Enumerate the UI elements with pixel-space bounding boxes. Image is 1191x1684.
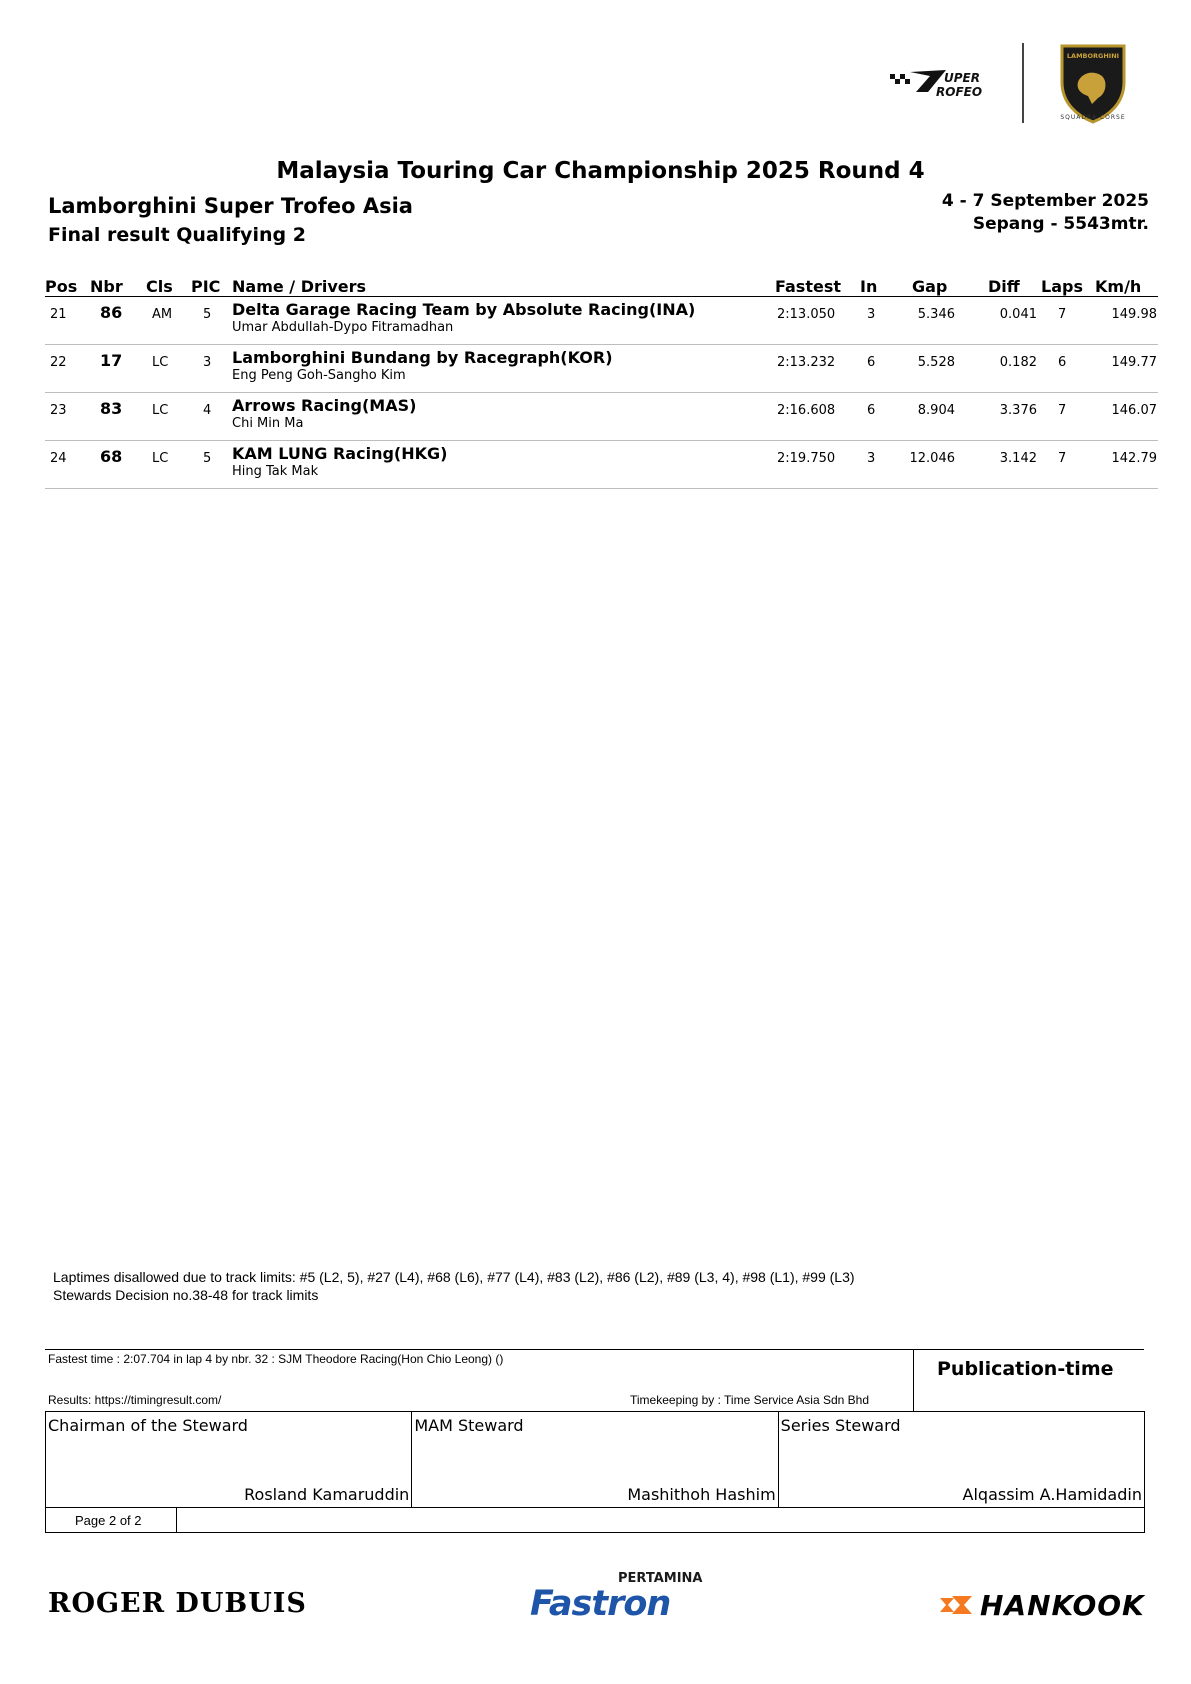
session-title: Final result Qualifying 2 bbox=[48, 224, 306, 246]
cell-pic: 5 bbox=[203, 307, 212, 322]
timekeeping-credit: Timekeeping by : Time Service Asia Sdn Bhd bbox=[630, 1393, 870, 1407]
cell-in: 6 bbox=[867, 403, 876, 418]
cell-cls: LC bbox=[152, 355, 169, 370]
cell-kmh: 149.77 bbox=[1111, 355, 1157, 370]
results-url: Results: https://timingresult.com/ bbox=[48, 1393, 222, 1407]
cell-in: 3 bbox=[867, 307, 876, 322]
col-header-in: In bbox=[860, 277, 878, 296]
cell-nbr: 68 bbox=[100, 447, 123, 466]
page-number-box bbox=[45, 1507, 1145, 1533]
cell-drivers: Umar Abdullah-Dypo Fitramadhan bbox=[232, 320, 454, 335]
cell-pos: 23 bbox=[50, 403, 67, 418]
cell-diff: 0.182 bbox=[999, 355, 1037, 370]
svg-text:LAMBORGHINI: LAMBORGHINI bbox=[1066, 52, 1120, 60]
cell-cls: AM bbox=[152, 307, 173, 322]
cell-team: Arrows Racing(MAS) bbox=[232, 396, 417, 415]
col-header-name: Name / Drivers bbox=[232, 277, 367, 296]
hankook-logo: HANKOOK bbox=[980, 1589, 1145, 1622]
table-row bbox=[45, 297, 1158, 345]
notes-line-2: Stewards Decision no.38-48 for track limits bbox=[53, 1287, 319, 1303]
cell-diff: 0.041 bbox=[999, 307, 1037, 322]
cell-kmh: 146.07 bbox=[1111, 403, 1157, 418]
col-header-gap: Gap bbox=[912, 277, 948, 296]
svg-text:UPER: UPER bbox=[944, 71, 980, 85]
col-header-fastest: Fastest bbox=[775, 277, 841, 296]
fastron-logo: Fastron bbox=[530, 1584, 671, 1624]
col-header-nbr: Nbr bbox=[90, 277, 123, 296]
col-header-kmh: Km/h bbox=[1095, 277, 1142, 296]
publication-time-label: Publication-time bbox=[937, 1358, 1114, 1380]
steward-name: Alqassim A.Hamidadin bbox=[962, 1485, 1142, 1504]
super-trofeo-logo bbox=[888, 62, 998, 102]
cell-drivers: Chi Min Ma bbox=[232, 416, 304, 431]
cell-pos: 24 bbox=[50, 451, 67, 466]
cell-fastest: 2:13.050 bbox=[777, 307, 836, 322]
page-number: Page 2 of 2 bbox=[75, 1513, 142, 1528]
steward-role: MAM Steward bbox=[414, 1416, 524, 1435]
table-row bbox=[45, 441, 1158, 489]
cell-gap: 12.046 bbox=[909, 451, 955, 466]
cell-team: Delta Garage Racing Team by Absolute Racing(INA) bbox=[232, 300, 696, 319]
steward-name: Mashithoh Hashim bbox=[627, 1485, 776, 1504]
event-venue: Sepang - 5543mtr. bbox=[972, 214, 1149, 234]
steward-role: Chairman of the Steward bbox=[48, 1416, 248, 1435]
cell-team: KAM LUNG Racing(HKG) bbox=[232, 444, 448, 463]
cell-nbr: 83 bbox=[100, 399, 123, 418]
cell-pos: 22 bbox=[50, 355, 67, 370]
notes-line-1: Laptimes disallowed due to track limits: #5 (L2, 5), #27 (L4), #68 (L6), #77 (L4), #83 (L2), #86 (L2), #89 (L3, 4), #98 (L1), #99 (L3) bbox=[53, 1269, 855, 1285]
series-title: Lamborghini Super Trofeo Asia bbox=[48, 194, 413, 218]
results-table bbox=[45, 276, 1158, 489]
cell-in: 6 bbox=[867, 355, 876, 370]
cell-diff: 3.376 bbox=[999, 403, 1037, 418]
cell-pic: 5 bbox=[203, 451, 212, 466]
cell-team: Lamborghini Bundang by Racegraph(KOR) bbox=[232, 348, 613, 367]
cell-fastest: 2:16.608 bbox=[777, 403, 836, 418]
event-dates: 4 - 7 September 2025 bbox=[941, 191, 1149, 211]
fastest-time-line: Fastest time : 2:07.704 in lap 4 by nbr. 32 : SJM Theodore Racing(Hon Chio Leong) () bbox=[48, 1352, 504, 1366]
steward-cell-chairman bbox=[46, 1412, 412, 1507]
logo-divider bbox=[1022, 43, 1024, 123]
page-title: Malaysia Touring Car Championship 2025 Round 4 bbox=[276, 158, 925, 184]
cell-nbr: 17 bbox=[100, 351, 123, 370]
table-row bbox=[45, 393, 1158, 441]
col-header-pos: Pos bbox=[45, 277, 78, 296]
col-header-pic: PIC bbox=[191, 277, 221, 296]
cell-diff: 3.142 bbox=[999, 451, 1037, 466]
squadra-corse-label: SQUADRA CORSE bbox=[1060, 114, 1126, 121]
cell-laps: 7 bbox=[1058, 451, 1067, 466]
cell-laps: 6 bbox=[1058, 355, 1067, 370]
steward-role: Series Steward bbox=[780, 1416, 901, 1435]
cell-gap: 5.346 bbox=[917, 307, 955, 322]
cell-gap: 8.904 bbox=[917, 403, 955, 418]
col-header-diff: Diff bbox=[988, 277, 1020, 296]
svg-text:ROFEO: ROFEO bbox=[936, 85, 983, 99]
col-header-cls: Cls bbox=[146, 277, 173, 296]
cell-fastest: 2:19.750 bbox=[777, 451, 836, 466]
table-header bbox=[45, 276, 1158, 297]
roger-dubuis-logo: ROGER DUBUIS bbox=[48, 1588, 307, 1619]
cell-nbr: 86 bbox=[100, 303, 123, 322]
cell-drivers: Eng Peng Goh-Sangho Kim bbox=[232, 368, 406, 383]
steward-name: Rosland Kamaruddin bbox=[244, 1485, 410, 1504]
pertamina-label: PERTAMINA bbox=[618, 1571, 703, 1586]
cell-pos: 21 bbox=[50, 307, 67, 322]
cell-laps: 7 bbox=[1058, 403, 1067, 418]
cell-fastest: 2:13.232 bbox=[777, 355, 836, 370]
col-header-laps: Laps bbox=[1041, 277, 1083, 296]
page-number-cell bbox=[46, 1508, 177, 1532]
stewards-signature-box bbox=[45, 1411, 1145, 1508]
steward-cell-mam bbox=[412, 1412, 778, 1507]
track-limits-notes bbox=[53, 1268, 855, 1304]
hankook-flame-icon bbox=[938, 1590, 976, 1620]
cell-pic: 4 bbox=[203, 403, 212, 418]
cell-cls: LC bbox=[152, 403, 169, 418]
cell-gap: 5.528 bbox=[917, 355, 955, 370]
cell-laps: 7 bbox=[1058, 307, 1067, 322]
cell-kmh: 149.98 bbox=[1111, 307, 1157, 322]
cell-cls: LC bbox=[152, 451, 169, 466]
table-row bbox=[45, 345, 1158, 393]
cell-pic: 3 bbox=[203, 355, 212, 370]
steward-cell-series bbox=[779, 1412, 1144, 1507]
cell-drivers: Hing Tak Mak bbox=[232, 464, 319, 479]
cell-kmh: 142.79 bbox=[1111, 451, 1157, 466]
cell-in: 3 bbox=[867, 451, 876, 466]
